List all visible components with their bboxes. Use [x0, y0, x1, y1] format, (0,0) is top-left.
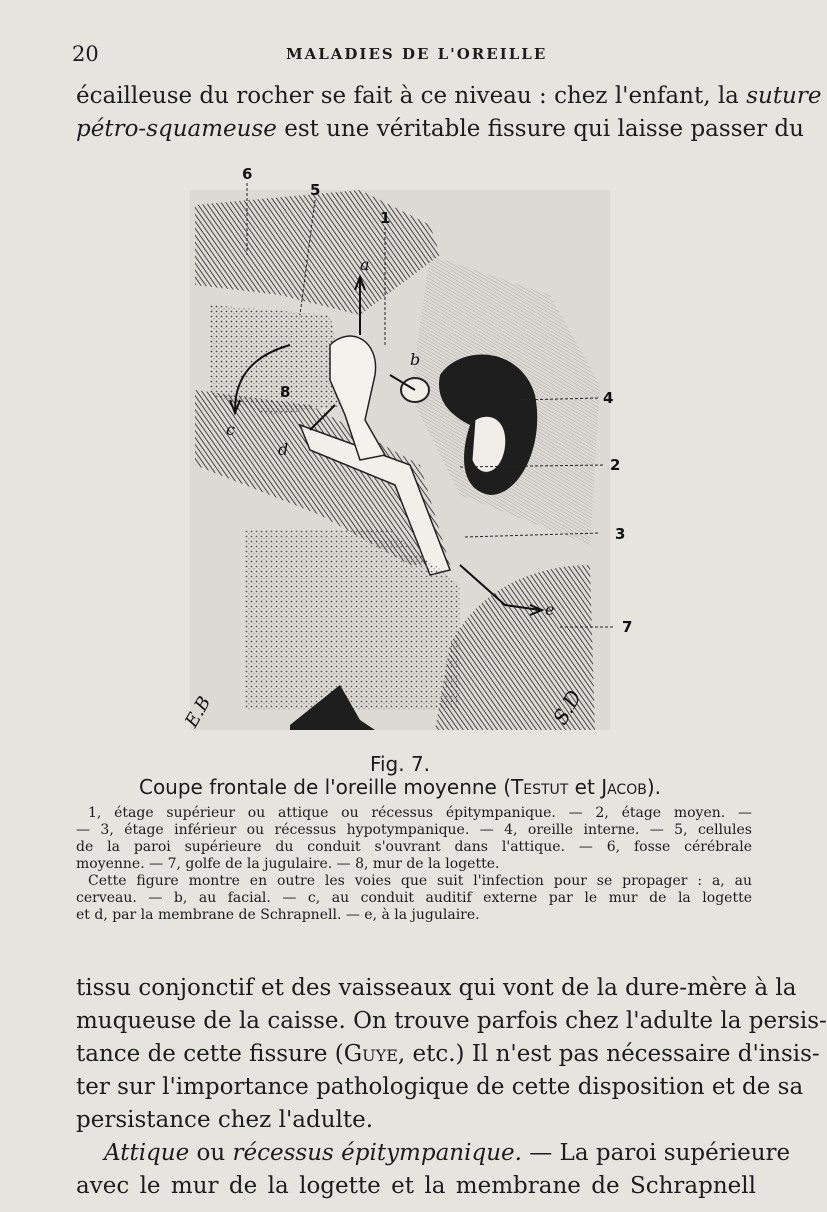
- paragraph-line: tissu conjonctif et des vaisseaux qui vont de la dure-mère à la: [76, 975, 797, 1001]
- paragraph-line: persistance chez l'adulte.: [76, 1107, 374, 1133]
- text-run: — La paroi supérieure: [521, 1140, 791, 1166]
- caption-run: ).: [646, 775, 662, 799]
- running-title: MALADIES DE L'OREILLE: [286, 45, 548, 63]
- ear-cross-section-illustration: [160, 165, 650, 750]
- figure-letter-d: d: [278, 440, 289, 459]
- figure-title: [0, 775, 800, 799]
- legend-line: et d, par la membrane de Schrapnell. — e, à la jugulaire.: [76, 907, 480, 923]
- paragraph-line: [76, 113, 804, 146]
- signature-sd: S.D: [547, 686, 587, 729]
- figure-label-7: 7: [622, 618, 633, 636]
- figure-label-8: 8: [280, 383, 291, 401]
- paragraph-line: [76, 1038, 820, 1071]
- caption-run: Coupe frontale de l'oreille moyenne (: [138, 775, 512, 799]
- signature-eb: E.B: [181, 692, 216, 732]
- page-header: [72, 42, 760, 72]
- figure-legend: [76, 805, 752, 924]
- caption-run: et: [568, 775, 602, 799]
- legend-line: de la paroi supérieure du conduit s'ouvrant dans l'attique. — 6, fosse cérébrale: [76, 839, 752, 855]
- italic-run: Attique: [104, 1140, 190, 1166]
- text-run: est une véritable fissure qui laisse passer du: [276, 116, 804, 142]
- figure-label-3: 3: [615, 525, 626, 543]
- page-number: 20: [72, 42, 99, 66]
- italic-run: pétro-squameuse: [76, 116, 277, 142]
- author-guye: Guye: [343, 1041, 398, 1067]
- italic-run: suture: [746, 83, 822, 109]
- paragraph-line: ter sur l'importance pathologique de cette disposition et de sa: [76, 1074, 804, 1100]
- figure-label-5-top: 5: [310, 181, 321, 199]
- legend-line: moyenne. — 7, golfe de la jugulaire. — 8, mur de la logette.: [76, 856, 500, 872]
- figure-label-1: 1: [380, 209, 391, 227]
- text-run: , etc.) Il n'est pas nécessaire d'insis-: [397, 1041, 820, 1067]
- paragraph-line: muqueuse de la caisse. On trouve parfois chez l'adulte la persis-: [76, 1008, 827, 1034]
- top-paragraph: [76, 80, 822, 146]
- italic-run: récessus épitympanique.: [232, 1140, 522, 1166]
- legend-line: — 3, étage inférieur ou récessus hypotympanique. — 4, oreille interne. — 5, cellules: [76, 822, 752, 838]
- legend-line: Cette figure montre en outre les voies que suit l'infection pour se propager : a, au: [88, 873, 752, 889]
- figure-letter-a: a: [360, 255, 370, 274]
- text-run: tance de cette fissure (: [76, 1041, 344, 1067]
- legend-line: cerveau. — b, au facial. — c, au conduit auditif externe par le mur de la logette: [76, 890, 752, 906]
- paragraph-line: [76, 80, 822, 113]
- figure-number: Fig. 7.: [369, 752, 431, 776]
- figure-label-4: 4: [603, 389, 614, 407]
- figure-letter-b: b: [410, 350, 421, 369]
- text-run: ou: [189, 1140, 233, 1166]
- figure-label-6: 6: [242, 165, 253, 183]
- text-run: écailleuse du rocher se fait à ce niveau : chez l'enfant, la: [76, 83, 747, 109]
- paragraph-line: avec le mur de la logette et la membrane de Schrapnell: [76, 1173, 756, 1199]
- author-jacob: Jacob: [601, 775, 647, 799]
- figure-letter-c: c: [226, 420, 235, 439]
- author-testut: Testut: [511, 775, 569, 799]
- figure-letter-e: e: [545, 600, 555, 619]
- paragraph-line: [76, 1137, 791, 1170]
- figure-label-2: 2: [610, 456, 621, 474]
- bottom-paragraph: [76, 972, 827, 1203]
- legend-line: 1, étage supérieur ou attique ou récessus épitympanique. — 2, étage moyen. —: [88, 805, 752, 821]
